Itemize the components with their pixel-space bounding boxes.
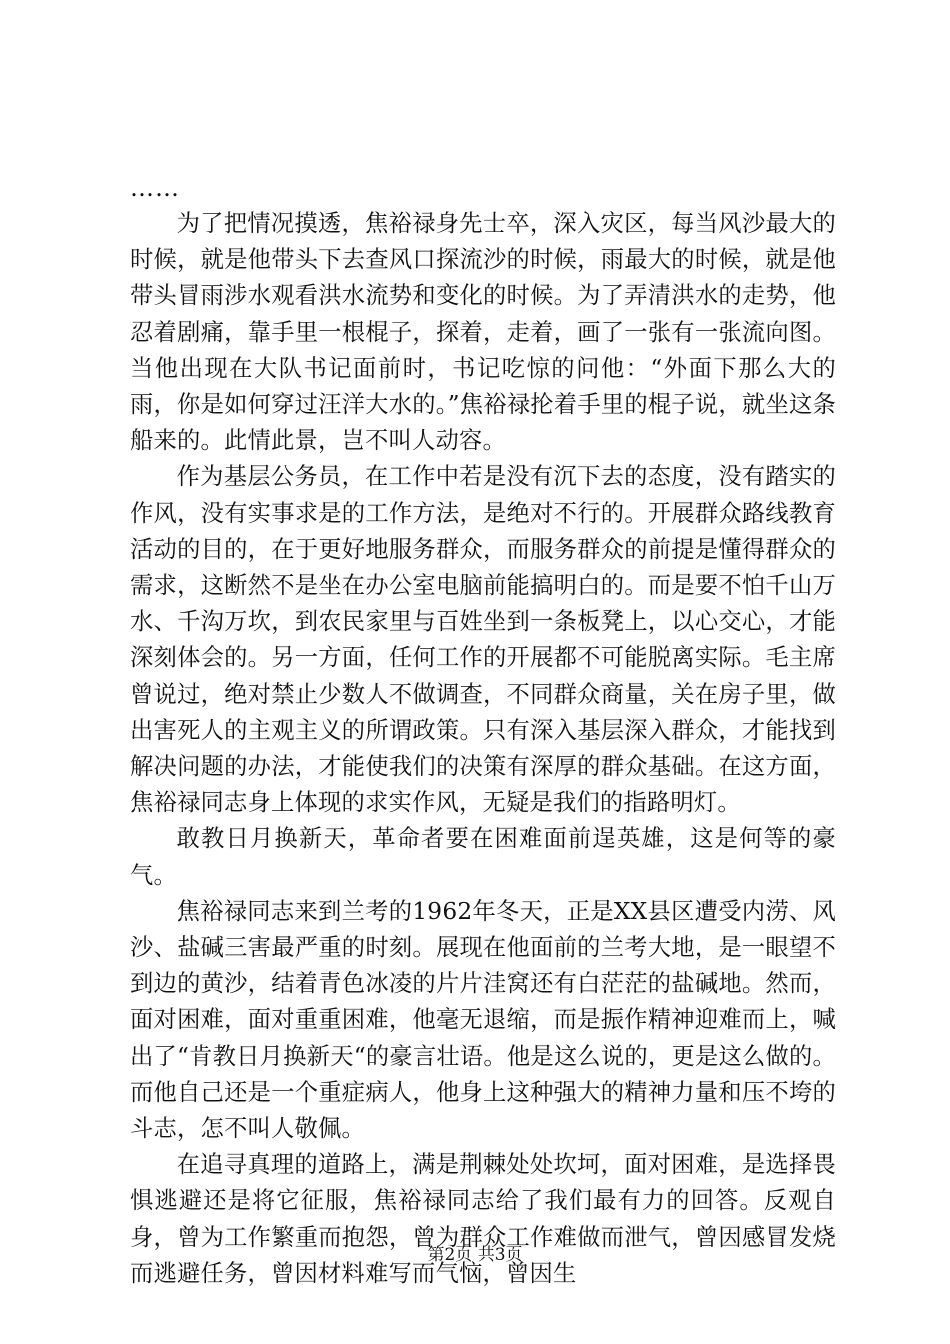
paragraph-3: 敢教日月换新天，革命者要在困难面前逞英雄，这是何等的豪气。	[130, 825, 836, 889]
document-body	[130, 170, 836, 1292]
paragraph-5: 在追寻真理的道路上，满是荆棘处处坎坷，面对困难，是选择畏惧逃避还是将它征服，焦裕禄同志给了我们最有力的回答。反观自身，曾为工作繁重而抱怨，曾为群众工作难做而泄气，曾因感冒发烧而逃避任务，曾因材料难写而气恼，曾因生	[130, 1151, 836, 1287]
paragraph-4: 焦裕禄同志来到兰考的1962年冬天，正是XX县区遭受内涝、风沙、盐碱三害最严重的时刻。展现在他面前的兰考大地，是一眼望不到边的黄沙，结着青色冰凌的片片洼窝还有白茫茫的盐碱地。然而，面对困难，面对重重困难，他毫无退缩，而是振作精神迎难而上，喊出了“肯教日月换新天“的豪言壮语。他是这么说的，更是这么做的。而他自己还是一个重症病人，他身上这种强大的精神力量和压不垮的斗志，怎不叫人敬佩。	[130, 897, 836, 1143]
ellipsis-line: ……	[130, 174, 180, 202]
page-footer: 第2页 共3页	[427, 1245, 523, 1265]
paragraph-1: 为了把情况摸透，焦裕禄身先士卒，深入灾区，每当风沙最大的时候，就是他带头下去查风口探流沙的时候，雨最大的时候，就是他带头冒雨涉水观看洪水流势和变化的时候。为了弄清洪水的走势，他忍着剧痛，靠手里一根棍子，探着，走着，画了一张有一张流向图。当他出现在大队书记面前时，书记吃惊的问他：“外面下那么大的雨，你是如何穿过汪洋大水的。”焦裕禄抡着手里的棍子说，就坐这条船来的。此情此景，岂不叫人动容。	[130, 210, 836, 455]
paragraph-2: 作为基层公务员，在工作中若是没有沉下去的态度，没有踏实的作风，没有实事求是的工作方法，是绝对不行的。开展群众路线教育活动的目的，在于更好地服务群众，而服务群众的前提是懂得群众的需求，这断然不是坐在办公室电脑前能搞明白的。而是要不怕千山万水、千沟万坎，到农民家里与百姓坐到一条板凳上，以心交心，才能深刻体会的。另一方面，任何工作的开展都不可能脱离实际。毛主席曾说过，绝对禁止少数人不做调查，不同群众商量，关在房子里，做出害死人的主观主义的所谓政策。只有深入基层深入群众，才能找到解决问题的办法，才能使我们的决策有深厚的群众基础。在这方面，焦裕禄同志身上体现的求实作风，无疑是我们的指路明灯。	[130, 463, 836, 817]
